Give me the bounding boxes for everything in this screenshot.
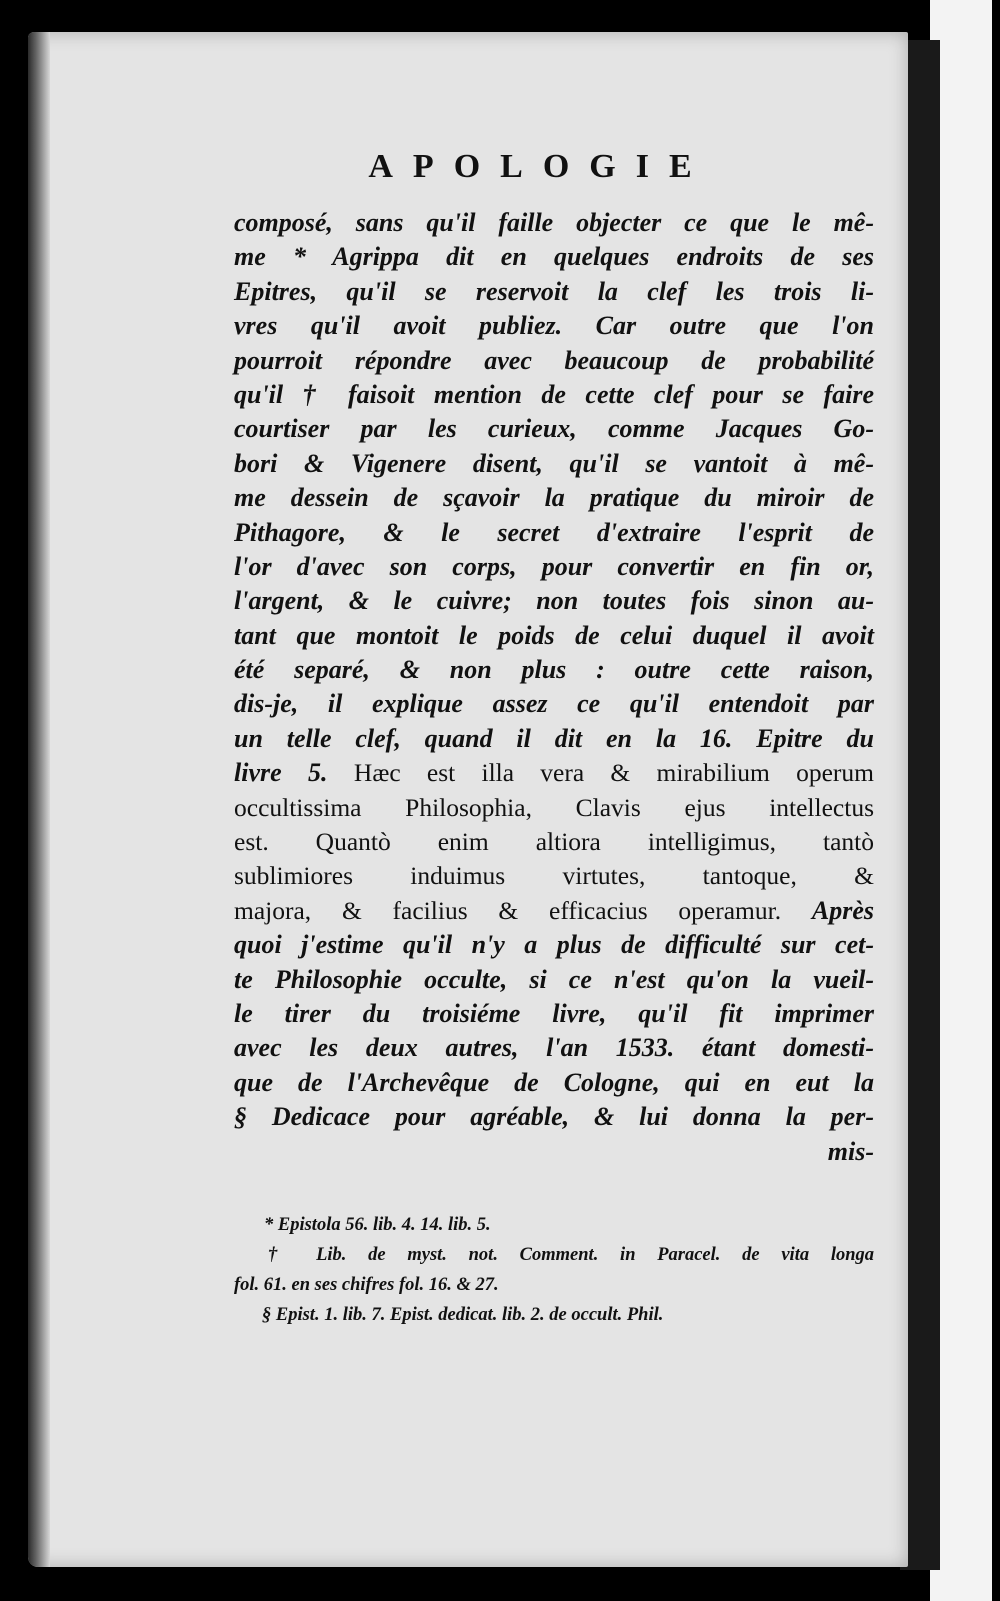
- french-text: avec les deux autres, l'an 1533. étant domesti-: [234, 1033, 874, 1063]
- text-line: [234, 1100, 874, 1134]
- latin-quote-text: Hæc est illa vera & mirabilium operum: [353, 758, 874, 788]
- text-line: [234, 344, 874, 378]
- text-line: [234, 825, 874, 859]
- french-text: tant que montoit le poids de celui duquel il avoit: [234, 620, 874, 650]
- text-line: [234, 894, 874, 928]
- french-text: Epitres, qu'il se reservoit la clef les trois li-: [234, 276, 874, 306]
- french-text: un telle clef, quand il dit en la 16. Epitre du: [234, 723, 874, 753]
- french-text: été separé, & non plus : outre cette raison,: [234, 655, 874, 685]
- french-text: me dessein de sçavoir la pratique du miroir de: [234, 483, 874, 513]
- text-line: [234, 1066, 874, 1100]
- text-line: [234, 859, 874, 893]
- french-text: courtiser par les curieux, comme Jacques Go-: [234, 414, 874, 444]
- running-head: APOLOGIE: [368, 148, 712, 185]
- text-line: [234, 963, 874, 997]
- text-line: [234, 550, 874, 584]
- footnotes: [234, 1210, 874, 1330]
- french-text: pourroit répondre avec beaucoup de probabilité: [234, 345, 874, 375]
- french-text: § Dedicace pour agréable, & lui donna la per-: [234, 1102, 874, 1132]
- body-text: [234, 206, 874, 1169]
- text-line: [234, 240, 874, 274]
- text-line: [234, 275, 874, 309]
- footnote: * Epistola 56. lib. 4. 14. lib. 5.: [264, 1215, 491, 1235]
- latin-quote-text: occultissima Philosophia, Clavis ejus intellectus: [234, 792, 874, 822]
- french-text: le tirer du troisiéme livre, qu'il fit imprimer: [234, 998, 874, 1028]
- text-line: [234, 722, 874, 756]
- french-text: quoi j'estime qu'il n'y a plus de difficulté sur cet-: [234, 930, 874, 960]
- text-line: [234, 309, 874, 343]
- french-text: te Philosophie occulte, si ce n'est qu'on la vueil-: [234, 964, 874, 994]
- french-text: bori & Vigenere disent, qu'il se vantoit à mê-: [234, 448, 874, 478]
- text-line: [234, 447, 874, 481]
- text-line: [234, 997, 874, 1031]
- text-line: [234, 619, 874, 653]
- french-text: me * Agrippa dit en quelques endroits de ses: [234, 242, 874, 272]
- french-text: qu'il † faisoit mention de cette clef pour se faire: [234, 379, 874, 409]
- french-text: Pithagore, & le secret d'extraire l'esprit de: [234, 517, 874, 547]
- text-line: [234, 516, 874, 550]
- french-text: l'argent, & le cuivre; non toutes fois sinon au-: [234, 586, 874, 616]
- text-line: [234, 653, 874, 687]
- page-spine-edge: [28, 32, 50, 1567]
- text-line: [234, 584, 874, 618]
- text-line: [234, 412, 874, 446]
- footnote: † Lib. de myst. not. Comment. in Paracel. de vita longa: [268, 1245, 874, 1265]
- french-text: l'or d'avec son corps, pour convertir en fin or,: [234, 551, 874, 581]
- footnote: § Epist. 1. lib. 7. Epist. dedicat. lib. 2. de occult. Phil.: [262, 1305, 664, 1325]
- latin-quote-text: sublimiores induimus virtutes, tantoque, &: [234, 861, 874, 891]
- french-text: dis-je, il explique assez ce qu'il entendoit par: [234, 689, 874, 719]
- text-line: [234, 687, 874, 721]
- footnote: fol. 61. en ses chifres fol. 16. & 27.: [234, 1275, 499, 1295]
- latin-quote-text: est. Quantò enim altiora intelligimus, tantò: [234, 827, 874, 857]
- text-line: [234, 1031, 874, 1065]
- french-text: Après: [811, 895, 874, 925]
- latin-quote-text: majora, & facilius & efficacius operamur.: [234, 895, 812, 925]
- french-text: que de l'Archevêque de Cologne, qui en eut la: [234, 1067, 874, 1097]
- text-line: [234, 791, 874, 825]
- text-line: [234, 928, 874, 962]
- text-line: [234, 206, 874, 240]
- french-text: vres qu'il avoit publiez. Car outre que l'on: [234, 311, 874, 341]
- catchword: mis-: [827, 1136, 874, 1166]
- text-line: [234, 756, 874, 790]
- french-text: livre 5.: [234, 758, 354, 788]
- french-text: composé, sans qu'il faille objecter ce que le mê-: [234, 208, 874, 237]
- text-line: [234, 378, 874, 412]
- text-line: [234, 481, 874, 515]
